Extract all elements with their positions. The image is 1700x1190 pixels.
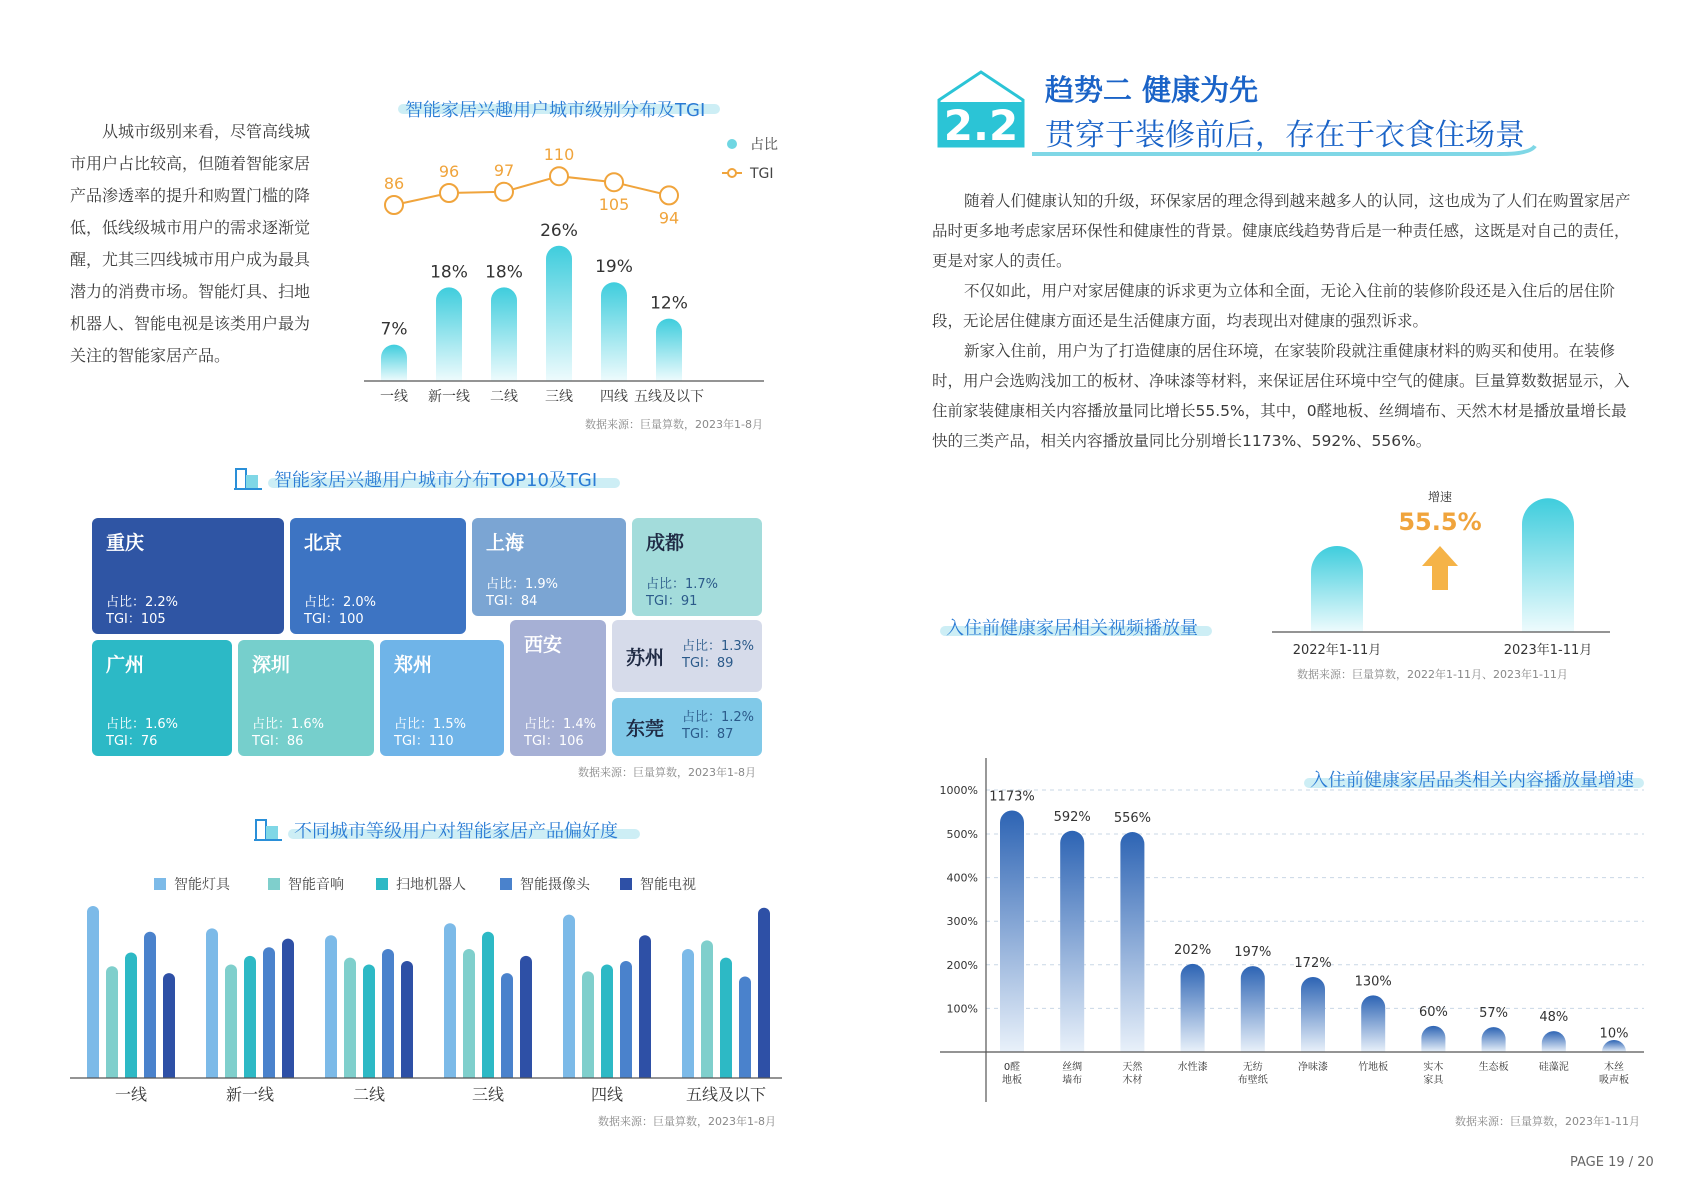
treemap-city: 广州 [106,654,145,676]
tgi-label: 110 [543,145,575,165]
share-label: 18% [485,262,523,283]
category-label: 布壁纸 [1237,1075,1268,1086]
growth-arrow-icon [1422,546,1458,590]
category-label: 2023年1-11月 [1503,643,1593,658]
treemap-cell [380,640,504,756]
tgi-label: 86 [383,174,405,193]
growth-label: 10% [1599,1026,1629,1042]
category-label: 四线 [590,1085,624,1104]
section-number: 2.2 [943,101,1019,148]
category-label: 地板 [1002,1075,1022,1086]
chart4-title: 入住前健康家居相关视频播放量 [946,618,1198,639]
building-icon [254,814,282,842]
preference-bar [144,932,156,1078]
video-plays-chart [1260,480,1620,660]
y-tick-label: 100% [946,1002,978,1016]
share-bar [546,246,572,381]
preference-bar [282,939,294,1078]
legend-share-label: 占比 [750,137,778,153]
category-label: 家具 [1423,1075,1444,1086]
tgi-point [605,173,623,191]
category-label: 水性漆 [1177,1062,1208,1073]
category-label: 三线 [545,389,573,405]
legend-tgi-label: TGI [750,166,774,182]
legend-swatch [500,878,512,890]
category-label: 0醛 [1003,1062,1021,1073]
share-label: 19% [595,257,633,278]
category-label: 木丝 [1604,1062,1624,1073]
growth-bar [1000,810,1024,1052]
treemap-share: 占比：1.2% [682,710,755,725]
treemap-tgi: TGI：110 [394,734,454,749]
tgi-label: 97 [493,160,515,180]
category-label: 新一线 [225,1085,275,1104]
preference-bar [225,964,237,1078]
preference-bar [739,977,751,1078]
growth-label: 202% [1174,942,1212,958]
chart1-source: 数据来源：巨量算数，2023年1-8月 [585,418,763,431]
treemap-share: 占比：1.5% [394,717,467,732]
heading-underline [1030,142,1550,162]
category-label: 无纺 [1242,1062,1263,1073]
treemap-cell [238,640,374,756]
left-paragraph: 从城市级别来看，尽管高线城市用户占比较高，但随着智能家居产品渗透率的提升和购置门槛的降低，低线级城市用户的需求逐渐觉醒，尤其三四线城市用户成为最具潜力的消费市场。智能灯具、扫地机器人、智能电视是该类用户最为关注的智能家居产品。 [70,122,311,365]
growth-label: 1173% [989,789,1035,805]
preference-bar [601,964,613,1078]
preference-bar [620,961,632,1078]
preference-bar [758,908,770,1078]
treemap-share: 占比：1.3% [682,639,755,654]
share-bar [381,345,407,381]
legend-label: 智能电视 [640,877,696,893]
treemap-tgi: TGI：106 [524,734,584,749]
category-label: 硅藻泥 [1538,1062,1569,1073]
paragraph-3: 新家入住前，用户为了打造健康的居住环境，在家装阶段就注重健康材料的购买和使用。在装修时，用户会选购浅加工的板材、净味漆等材料，来保证居住环境中空气的健康。巨量算数数据显示，入住前家装健康相关内容播放量同比增长55.5%，其中，0醛地板、丝绸墙布、天然木材是播放量增长最快的三类产品，相关内容播放量同比分别增长1173%、592%、556%。 [932,342,1630,450]
growth-label: 197% [1234,945,1272,961]
chart1-title: 智能家居兴趣用户城市级别分布及TGI [405,100,706,121]
share-label: 26% [540,220,578,241]
treemap-cell [612,698,762,756]
tgi-label: 94 [658,208,680,228]
preference-bar [463,949,475,1078]
preference-bar [163,973,175,1078]
legend-label: 扫地机器人 [396,877,466,893]
growth-bar [1120,832,1144,1052]
chart3-title: 不同城市等级用户对智能家居产品偏好度 [294,821,618,842]
treemap-share: 占比：1.4% [524,717,597,732]
growth-bar [1060,831,1084,1052]
y-tick-label: 200% [946,958,978,972]
preference-bar [263,947,275,1078]
y-tick-label: 500% [946,828,978,841]
category-label: 竹地板 [1358,1062,1389,1073]
y-tick-label: 400% [946,871,978,885]
share-label: 18% [430,262,468,283]
category-label: 丝绸 [1062,1062,1083,1073]
category-label: 木材 [1122,1075,1143,1086]
preference-bar [582,971,594,1078]
treemap-share: 占比：1.6% [106,717,179,732]
growth-label: 57% [1479,1006,1509,1022]
treemap-city: 上海 [486,532,525,554]
growth-label: 172% [1294,956,1332,972]
preference-bar [482,932,494,1078]
preference-bar [720,958,732,1078]
legend-swatch [620,878,632,890]
legend-label: 智能灯具 [174,877,230,893]
preference-bar [444,923,456,1078]
preference-bar [701,940,713,1078]
growth-bar [1602,1040,1626,1052]
page-number: PAGE 19 / 20 [1570,1155,1654,1170]
category-label: 一线 [380,389,408,405]
growth-label: 增速 [1427,490,1453,504]
legend-label: 智能音响 [288,877,344,893]
y-tick-label: 1000% [939,784,978,797]
treemap-city: 重庆 [106,532,145,554]
treemap-cell [472,518,626,616]
growth-bar [1482,1027,1506,1052]
growth-label: 130% [1354,974,1392,990]
growth-label: 48% [1539,1010,1569,1026]
growth-label: 60% [1418,1004,1448,1020]
treemap-tgi: TGI：76 [106,734,158,749]
treemap-city: 深圳 [252,654,291,676]
growth-bar [1361,995,1385,1052]
treemap-cell [510,620,606,756]
category-label: 实木 [1423,1062,1444,1073]
share-bar [656,319,682,381]
section-subtitle: 贯穿于装修前后，存在于衣食住场景 [1045,118,1525,153]
treemap-tgi: TGI：84 [486,594,538,609]
chart5-title: 入住前健康家居品类相关内容播放量增速 [1310,770,1634,791]
preference-bar [639,935,651,1078]
treemap-cell [612,620,762,692]
legend-swatch [154,878,166,890]
tgi-point [550,167,568,185]
treemap-share: 占比：1.7% [646,577,719,592]
growth-value: 55.5% [1398,508,1482,536]
treemap-share: 占比：1.6% [252,717,325,732]
preference-bar [125,952,137,1078]
treemap-tgi: TGI：87 [682,727,734,742]
preference-bar [520,956,532,1078]
preference-bar [106,966,118,1078]
legend-share-marker [727,139,737,149]
category-label: 生态板 [1478,1062,1509,1073]
category-label: 三线 [471,1085,505,1104]
category-label: 2022年1-11月 [1292,643,1382,658]
share-bar [436,287,462,381]
growth-label: 556% [1113,811,1151,827]
legend-swatch [376,878,388,890]
treemap-tgi: TGI：89 [682,656,734,671]
preference-bar [682,949,694,1078]
category-label: 二线 [490,389,518,405]
treemap-share: 占比：2.0% [304,595,377,610]
preference-chart [70,860,790,1110]
category-label: 五线及以下 [634,389,704,405]
treemap-share: 占比：2.2% [106,595,179,610]
tgi-point [440,184,458,202]
treemap-city: 成都 [646,532,685,554]
treemap-title: 智能家居兴趣用户城市分布TOP10及TGI [274,470,598,491]
y-tick-label: 300% [946,915,978,929]
treemap-cell [290,518,466,634]
treemap-cell [92,640,232,756]
tgi-label: 105 [598,195,630,215]
category-label: 新一线 [428,389,470,405]
treemap-city: 郑州 [394,654,433,676]
preference-bar [401,961,413,1078]
preference-bar [325,935,337,1078]
category-label: 一线 [114,1085,148,1104]
section-number-badge [935,68,1027,148]
treemap-city: 西安 [524,634,563,656]
preference-bar [87,906,99,1078]
tgi-label: 96 [438,162,460,181]
section-title: 趋势二 健康为先 [1045,73,1259,107]
share-bar [601,282,627,381]
paragraph-2: 不仅如此，用户对家居健康的诉求更为立体和全面，无论入住前的装修阶段还是入住后的居住阶段，无论居住健康方面还是生活健康方面，均表现出对健康的强烈诉求。 [932,282,1616,330]
chart3-source: 数据来源：巨量算数，2023年1-8月 [598,1115,776,1128]
paragraph-1: 随着人们健康认知的升级，环保家居的理念得到越来越多人的认同，这也成为了人们在购置家居产品时更多地考虑家居环保性和健康性的背景。健康底线趋势背后是一种责任感，这既是对自己的责任，更是对家人的责任。 [932,192,1631,270]
tgi-point [385,196,403,214]
preference-bar [382,949,394,1078]
building-icon [234,463,262,491]
treemap-share: 占比：1.9% [486,577,559,592]
growth-bar [1241,966,1265,1052]
category-label: 净味漆 [1298,1062,1328,1073]
growth-bar [1421,1026,1445,1052]
category-label: 二线 [352,1085,386,1104]
share-label: 12% [650,293,688,314]
share-bar [491,287,517,381]
category-label: 天然 [1122,1062,1143,1073]
growth-bar [1181,964,1205,1052]
preference-bar [206,928,218,1078]
preference-bar [344,958,356,1078]
category-label: 四线 [600,389,628,405]
preference-bar [501,973,513,1078]
preference-bar [363,964,375,1078]
tgi-point [660,186,678,204]
preference-bar [244,956,256,1078]
plays-bar [1311,546,1363,632]
plays-bar [1522,498,1574,632]
growth-label: 592% [1053,809,1091,825]
treemap-city: 东莞 [626,718,665,740]
treemap-cell [92,518,284,634]
treemap-tgi: TGI：105 [106,612,166,627]
treemap-tgi: TGI：86 [252,734,304,749]
category-label: 吸声板 [1599,1075,1629,1086]
share-label: 7% [380,319,408,340]
chart4-source: 数据来源：巨量算数，2022年1-11月、2023年1-11月 [1297,668,1568,681]
treemap-cell [632,518,762,616]
legend-tgi-marker [728,169,736,177]
growth-bar [1542,1031,1566,1052]
treemap-city: 苏州 [626,647,665,669]
city-tier-chart [360,125,780,415]
treemap-source: 数据来源：巨量算数，2023年1-8月 [578,766,756,779]
category-growth-chart [930,750,1650,1110]
legend-label: 智能摄像头 [520,877,590,893]
category-label: 五线及以下 [685,1085,767,1104]
growth-bar [1301,977,1325,1052]
legend-swatch [268,878,280,890]
treemap-city: 北京 [304,532,343,554]
treemap-tgi: TGI：100 [304,612,364,627]
tgi-point [495,183,513,201]
category-label: 墙布 [1062,1075,1083,1086]
chart5-source: 数据来源：巨量算数，2023年1-11月 [1455,1115,1640,1128]
preference-bar [563,915,575,1078]
treemap-tgi: TGI：91 [646,594,698,609]
chart1-legend [722,136,778,182]
